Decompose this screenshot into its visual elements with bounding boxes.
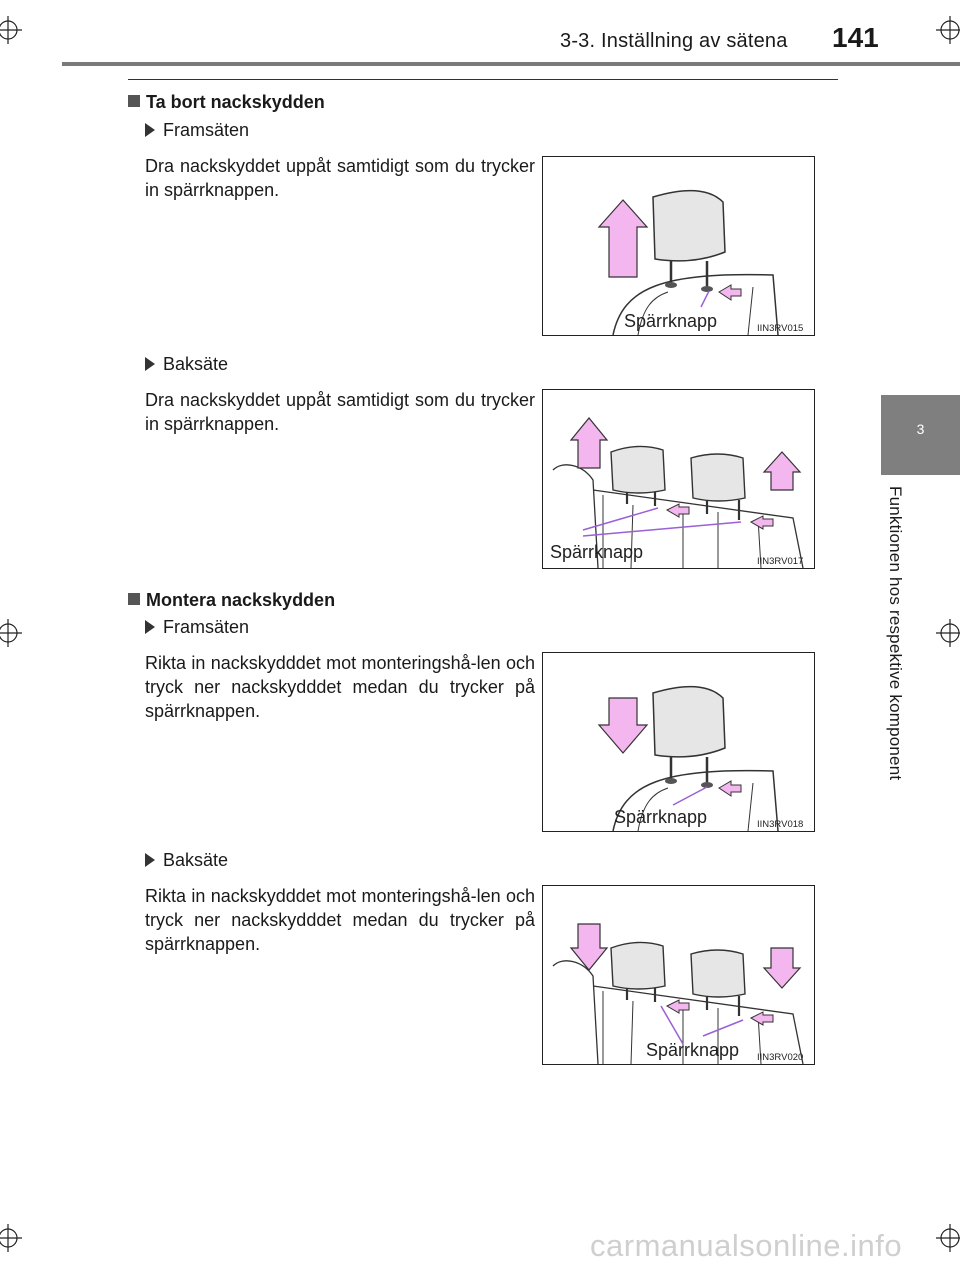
triangle-bullet-icon <box>145 620 155 634</box>
watermark: carmanualsonline.info <box>590 1228 903 1263</box>
subsection-label: Framsäten <box>145 120 249 141</box>
instruction-text: Dra nackskyddet uppåt samtidigt som du trycker in spärrknappen. <box>145 390 535 434</box>
chapter-title: 3-3. Inställning av sätena <box>560 30 788 52</box>
figure-code: IIN3RV017 <box>757 556 804 567</box>
instruction-text: Dra nackskyddet uppåt samtidigt som du trycker in spärrknappen. <box>145 156 535 200</box>
section-title: Montera nackskydden <box>128 590 335 611</box>
content-rule <box>128 79 838 80</box>
figure-front-install <box>542 652 815 832</box>
figure-front-remove <box>542 156 815 336</box>
chapter-tab[interactable] <box>881 395 960 475</box>
square-bullet-icon <box>128 95 140 107</box>
headrest-illustration <box>543 653 814 831</box>
instruction-text: Rikta in nackskydddet mot monteringshå-len och tryck ner nackskydddet medan du trycker på spärrknappen. <box>145 653 535 721</box>
header-rule <box>62 62 960 66</box>
instruction-text: Rikta in nackskydddet mot monteringshå-len och tryck ner nackskydddet medan du trycker på spärrknappen. <box>145 886 535 954</box>
figure-caption: Spärrknapp <box>646 1040 740 1060</box>
subsection-label: Baksäte <box>145 850 228 871</box>
figure-caption: Spärrknapp <box>550 542 644 562</box>
chapter-side-label: Funktionen hos respektive komponent <box>886 486 905 781</box>
figure-code: IIN3RV015 <box>757 323 804 334</box>
figure-rear-remove <box>542 389 815 569</box>
triangle-bullet-icon <box>145 357 155 371</box>
figure-code: IIN3RV018 <box>757 819 804 830</box>
square-bullet-icon <box>128 593 140 605</box>
figure-rear-install <box>542 885 815 1065</box>
figure-caption: Spärrknapp <box>624 311 718 331</box>
page-number: 141 <box>832 22 879 53</box>
subsection-label: Framsäten <box>145 617 249 638</box>
chapter-tab-number: 3 <box>916 421 925 437</box>
triangle-bullet-icon <box>145 123 155 137</box>
triangle-bullet-icon <box>145 853 155 867</box>
subsection-label: Baksäte <box>145 354 228 375</box>
figure-caption: Spärrknapp <box>614 807 708 827</box>
figure-code: IIN3RV020 <box>757 1052 804 1063</box>
headrest-illustration <box>543 157 814 335</box>
section-title: Ta bort nackskydden <box>128 92 325 113</box>
headrest-illustration <box>543 886 814 1064</box>
